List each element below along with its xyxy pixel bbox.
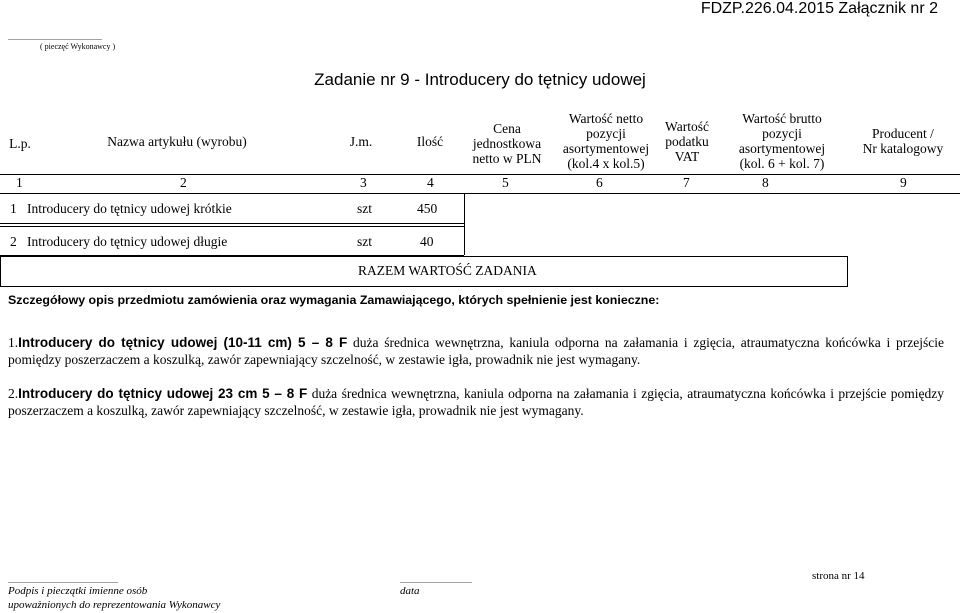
col-header-gross-value xyxy=(730,108,834,174)
item-1 xyxy=(8,334,944,368)
col-header-net-value xyxy=(554,108,658,174)
col-number-6: 6 xyxy=(596,175,603,190)
row-lp: 2 xyxy=(10,234,17,249)
col-number-8: 8 xyxy=(762,175,769,190)
col-header-gross-value-lines xyxy=(739,111,825,171)
row-lp: 1 xyxy=(10,201,17,216)
col-header-producer-lines xyxy=(863,126,944,156)
task-title: Zadanie nr 9 - Introducery do tętnicy udowej xyxy=(314,70,646,89)
col-header-line: Producent / xyxy=(872,126,934,141)
item-1-name: Introducery do tętnicy udowej (10-11 cm) 5 – 8 F xyxy=(18,335,348,350)
col-header-line: Wartość brutto xyxy=(742,111,822,126)
col-number-4: 4 xyxy=(427,175,434,190)
total-bottom-rule xyxy=(0,286,848,287)
total-label: RAZEM WARTOŚĆ ZADANIA xyxy=(358,263,537,278)
date-label: data xyxy=(400,585,420,597)
signature-label-2: upoważnionych do reprezentowania Wykonawcy xyxy=(8,599,221,611)
col-header-line: asortymentowej xyxy=(562,141,650,156)
col-number-2: 2 xyxy=(180,175,187,190)
col-number-7: 7 xyxy=(683,175,690,190)
col-number-9: 9 xyxy=(900,175,907,190)
col-header-qty xyxy=(398,108,462,174)
total-left-rule xyxy=(0,256,1,286)
col-header-line: (kol.4 x kol.5) xyxy=(567,156,645,171)
col-header-vat-lines xyxy=(665,119,709,164)
document-reference: FDZP.226.04.2015 Załącznik nr 2 xyxy=(700,0,938,17)
row2-right-rule xyxy=(464,226,465,255)
col-header-unit-lines xyxy=(350,134,373,149)
row-qty: 40 xyxy=(420,234,434,249)
row1-bottom-rule xyxy=(0,223,464,224)
requirements-heading: Szczegółowy opis przedmiotu zamówienia oraz wymagania Zamawiającego, których spełnienie jest konieczne: xyxy=(8,293,660,307)
row-unit: szt xyxy=(357,234,372,249)
col-header-line: netto w PLN xyxy=(472,150,542,166)
col-header-line: (kol. 6 + kol. 7) xyxy=(739,156,825,171)
item-2-name: Introducery do tętnicy udowej 23 cm 5 – 8 F xyxy=(18,386,308,401)
col-header-line: podatku xyxy=(665,133,709,149)
col-header-name-lines xyxy=(107,134,246,149)
col-header-lp xyxy=(2,108,38,178)
header-rule xyxy=(0,174,960,175)
stamp-dots: ............................................... xyxy=(8,33,102,42)
col-header-line: pozycji xyxy=(762,126,802,141)
row-name: Introducery do tętnicy udowej długie xyxy=(27,234,228,249)
col-header-qty-lines xyxy=(417,134,443,149)
col-header-line: asortymentowej xyxy=(738,141,826,156)
total-right-rule xyxy=(847,256,848,286)
col-number-5: 5 xyxy=(502,175,509,190)
row-name: Introducery do tętnicy udowej krótkie xyxy=(27,201,232,216)
col-header-line: Ilość xyxy=(416,133,444,149)
col-header-unit xyxy=(336,108,386,174)
col-header-unit-price-lines xyxy=(473,121,542,166)
item-2 xyxy=(8,385,944,419)
col-header-vat xyxy=(652,108,722,174)
col-header-line: Nazwa artykułu (wyrobu) xyxy=(107,133,247,149)
item-1-description: duża średnica wewnętrzna, kaniula odporna na załamania i zgięcia, atraumatyczna końcówka i przejście pomiędzy poszerzaczem a koszulką, zawór zapewniający szczelność, w zestawie igła, prowadnik nie jest wymagany. xyxy=(8,335,944,367)
signature-label-1: Podpis i pieczątki imienne osób xyxy=(8,585,148,597)
col-header-net-value-lines xyxy=(563,111,649,171)
date-dots: .................................... xyxy=(400,576,472,585)
col-header-producer xyxy=(848,108,958,174)
row-unit: szt xyxy=(357,201,372,216)
col-header-line: jednostkowa xyxy=(472,135,542,151)
col-header-line: pozycji xyxy=(586,126,626,141)
col-header-line: Nr katalogowy xyxy=(862,141,944,156)
col-header-name xyxy=(40,108,314,174)
item-2-prefix: 2. xyxy=(8,386,19,401)
item-1-prefix: 1. xyxy=(8,335,19,350)
stamp-label: ( pieczęć Wykonawcy ) xyxy=(40,42,116,51)
col-header-line: J.m. xyxy=(349,133,373,149)
col-header-line: Wartość netto xyxy=(568,111,644,126)
col-header-line: L.p. xyxy=(9,135,31,151)
col-header-lp-lines xyxy=(9,136,31,151)
col-header-line: Cena xyxy=(493,120,521,136)
col-header-line: VAT xyxy=(674,148,700,164)
item-2-description: duża średnica wewnętrzna, kaniula odporna na załamania i zgięcia, atraumatyczna końcówka i przejście pomiędzy poszerzaczem a koszulką, zawór zapewniający szczelność, w zestawie igła, prowadnik nie jest wymagany. xyxy=(8,386,944,418)
numbers-rule xyxy=(0,193,960,194)
col-number-3: 3 xyxy=(360,175,367,190)
page-number: strona nr 14 xyxy=(812,570,865,582)
total-top-rule xyxy=(0,256,848,257)
row1-right-rule xyxy=(464,193,465,226)
col-header-unit-price xyxy=(466,110,548,176)
signature-dots: ....................................................... xyxy=(8,576,118,585)
col-number-1: 1 xyxy=(16,175,23,190)
row-qty: 450 xyxy=(417,201,438,216)
col-header-line: Wartość xyxy=(665,118,709,134)
row2-top-rule xyxy=(0,226,464,227)
